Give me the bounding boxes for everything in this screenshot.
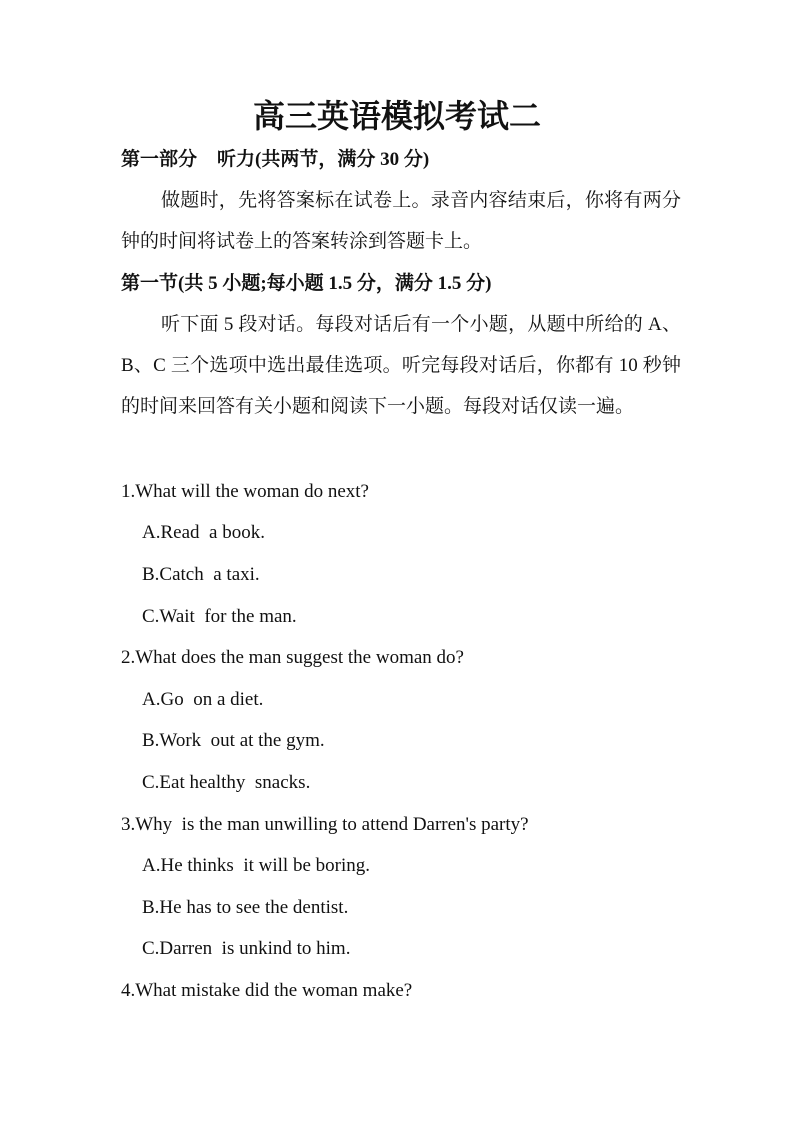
section1-heading: 第一节(共 5 小题;每小题 1.5 分，满分 1.5 分) bbox=[121, 273, 492, 294]
question-2: 2.What does the man suggest the woman do? bbox=[121, 647, 464, 668]
question-1-option-b: B.Catch a taxi. bbox=[142, 564, 260, 585]
question-1-option-c: C.Wait for the man. bbox=[142, 606, 297, 627]
part1-heading bbox=[121, 147, 429, 173]
question-2-option-b: B.Work out at the gym. bbox=[142, 730, 325, 751]
question-3-option-a: A.He thinks it will be boring. bbox=[142, 855, 370, 876]
question-3-option-b: B.He has to see the dentist. bbox=[142, 897, 349, 918]
part1-title: 听力(共两节，满分 30 分) bbox=[217, 149, 430, 170]
question-1-option-a: A.Read a book. bbox=[142, 522, 265, 543]
question-4: 4.What mistake did the woman make? bbox=[121, 980, 413, 1001]
exam-title: 高三英语模拟考试二 bbox=[252, 98, 541, 134]
part1-label: 第一部分 bbox=[121, 149, 198, 170]
question-3: 3.Why is the man unwilling to attend Darren's party? bbox=[121, 814, 529, 835]
question-1: 1.What will the woman do next? bbox=[121, 481, 369, 502]
question-2-option-c: C.Eat healthy snacks. bbox=[142, 772, 311, 793]
part1-instructions: 做题时，先将答案标在试卷上。录音内容结束后，你将有两分钟的时间将试卷上的答案转涂到答题卡上。 bbox=[121, 190, 681, 252]
question-2-option-a: A.Go on a diet. bbox=[142, 689, 264, 710]
section1-instructions: 听下面 5 段对话。每段对话后有一个小题，从题中所给的 A、B、C 三个选项中选出最佳选项。听完每段对话后，你都有 10 秒钟的时间来回答有关小题和阅读下一小题。每段对话仅读一遍。 bbox=[121, 314, 681, 417]
question-3-option-c: C.Darren is unkind to him. bbox=[142, 938, 351, 959]
